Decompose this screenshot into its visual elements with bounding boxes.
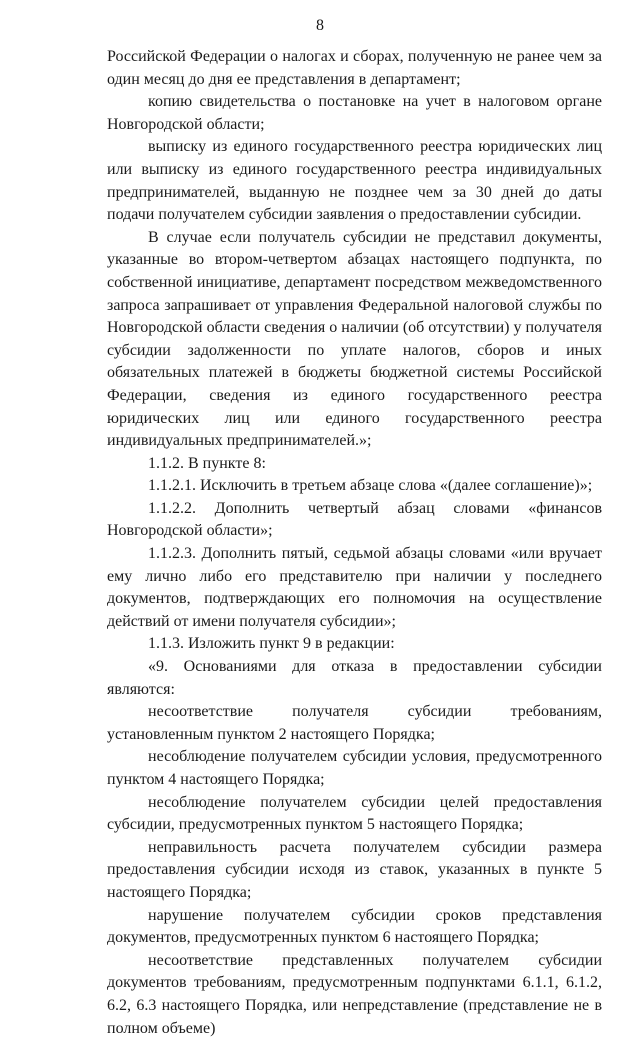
paragraph: несоответствие получателя субсидии требованиям, установленным пунктом 2 настоящего Порядка; — [107, 703, 602, 743]
paragraph: Российской Федерации о налогах и сборах, полученную не ранее чем за один месяц до дня ее представления в департамент; — [107, 48, 602, 88]
paragraph: 1.1.2.2. Дополнить четвертый абзац словами «финансов Новгородской области»; — [107, 499, 602, 540]
paragraph: копию свидетельства о постановке на учет в налоговом органе Новгородской области; — [107, 93, 602, 133]
paragraph: В случае если получатель субсидии не представил документы, указанные во втором-четвертом абзацах настоящего подпункта, по собственной инициативе, департамент посредством межведомственного запроса запрашивает от управления Федеральной налоговой службы по Новгородской области сведения о наличии (об отсутствии) у получателя субсидии задолженности по уплате налогов, сборов и иных обязательных платежей в бюджеты бюджетной системы Российской Федерации, сведения из единого государственного реестра юридических лиц или единого государственного реестра индивидуальных предпринимателей.»; — [107, 228, 602, 450]
paragraph: несоблюдение получателем субсидии целей предоставления субсидии, предусмотренных пунктом 5 настоящего Порядка; — [107, 793, 602, 834]
paragraph: несоответствие представленных получателем субсидии документов требованиям, предусмотренным подпунктами 6.1.1, 6.1.2, 6.2, 6.3 настоящего Порядка, или непредставление (представление не в полном объеме) — [107, 951, 602, 1037]
document-body — [107, 46, 602, 1040]
paragraph: 1.1.2. В пункте 8: — [148, 454, 266, 472]
paragraph: 1.1.3. Изложить пункт 9 в редакции: — [148, 635, 395, 653]
paragraph: нарушение получателем субсидии сроков представления документов, предусмотренных пунктом 6 настоящего Порядка; — [107, 906, 602, 947]
paragraph: выписку из единого государственного реестра юридических лиц или выписку из единого государственного реестра индивидуальных предпринимателей, выданную не позднее чем за 30 дней до даты подачи получателем субсидии заявления о предоставлении субсидии. — [107, 138, 602, 224]
paragraph: 1.1.2.1. Исключить в третьем абзаце слова «(далее соглашение)»; — [148, 477, 593, 495]
paragraph: неправильность расчета получателем субсидии размера предоставления субсидии исходя из ставок, указанных в пункте 5 настоящего Порядка; — [107, 838, 602, 901]
paragraph: 1.1.2.3. Дополнить пятый, седьмой абзацы словами «или вручает ему лично либо его представителю при наличии у последнего документов, подтверждающих его полномочия на осуществление действий от имени получателя субсидии»; — [107, 545, 602, 630]
paragraph: «9. Основаниями для отказа в предоставлении субсидии являются: — [107, 658, 602, 698]
page-number: 8 — [316, 17, 324, 34]
paragraph: несоблюдение получателем субсидии условия, предусмотренного пунктом 4 настоящего Порядка; — [107, 748, 602, 788]
